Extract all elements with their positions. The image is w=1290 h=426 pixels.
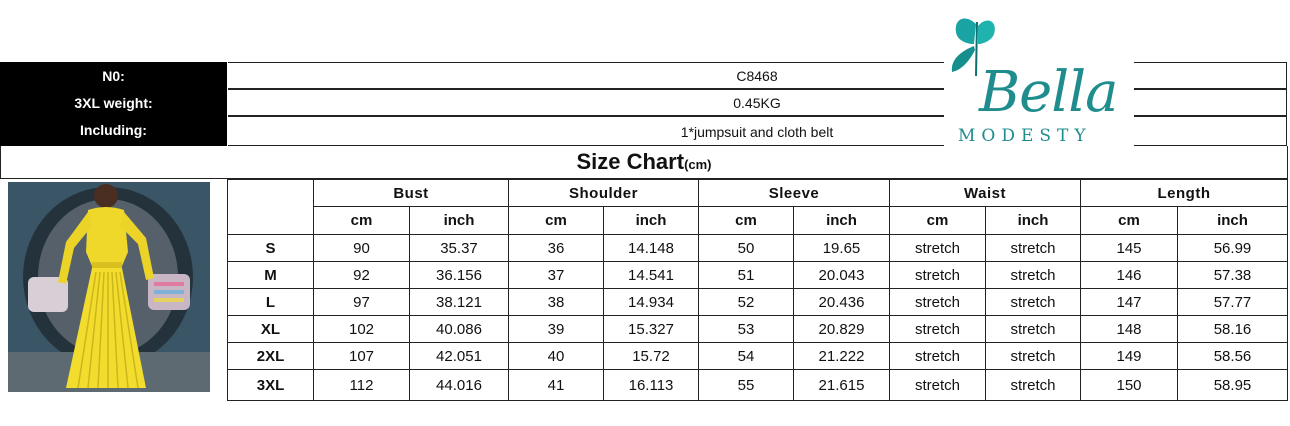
size-label: S	[228, 235, 314, 262]
size-cell: stretch	[986, 370, 1081, 401]
size-cell: 97	[314, 289, 410, 316]
size-cell: 53	[699, 316, 794, 343]
size-label: 2XL	[228, 343, 314, 370]
size-cell: 37	[509, 262, 604, 289]
size-cell: 58.16	[1178, 316, 1288, 343]
size-cell: 90	[314, 235, 410, 262]
unit-header: cm	[699, 207, 794, 235]
unit-header: inch	[604, 207, 699, 235]
unit-header: cm	[1081, 207, 1178, 235]
size-cell: 50	[699, 235, 794, 262]
table-row	[228, 343, 1288, 370]
info-label-number: N0:	[102, 68, 125, 84]
info-label-including: Including:	[80, 122, 147, 138]
size-cell: 55	[699, 370, 794, 401]
unit-header: inch	[794, 207, 890, 235]
size-cell: 44.016	[410, 370, 509, 401]
group-header-waist: Waist	[890, 180, 1081, 207]
size-cell: 20.829	[794, 316, 890, 343]
size-cell: stretch	[890, 316, 986, 343]
size-cell: stretch	[890, 235, 986, 262]
size-cell: stretch	[986, 316, 1081, 343]
size-cell: 58.56	[1178, 343, 1288, 370]
size-cell: 107	[314, 343, 410, 370]
product-photo	[8, 182, 210, 392]
size-cell: 57.77	[1178, 289, 1288, 316]
unit-header: inch	[986, 207, 1081, 235]
size-label: L	[228, 289, 314, 316]
size-cell: stretch	[986, 235, 1081, 262]
table-row	[228, 370, 1288, 401]
size-cell: 148	[1081, 316, 1178, 343]
size-chart-title: Size Chart	[576, 149, 685, 174]
size-chart-unit: (cm)	[684, 157, 712, 172]
size-cell: 38.121	[410, 289, 509, 316]
size-cell: 146	[1081, 262, 1178, 289]
size-cell: 36	[509, 235, 604, 262]
brand-logo	[944, 12, 1134, 147]
size-cell: 149	[1081, 343, 1178, 370]
table-row	[228, 235, 1288, 262]
size-cell: 52	[699, 289, 794, 316]
size-cell: 41	[509, 370, 604, 401]
header-blank-cell	[228, 180, 314, 235]
info-value-including: 1*jumpsuit and cloth belt	[228, 116, 1287, 146]
size-cell: 36.156	[410, 262, 509, 289]
size-cell: 19.65	[794, 235, 890, 262]
size-chart-title-bar	[0, 146, 1288, 179]
table-row	[228, 262, 1288, 289]
size-cell: 14.541	[604, 262, 699, 289]
size-cell: stretch	[986, 262, 1081, 289]
size-cell: 21.222	[794, 343, 890, 370]
size-label: XL	[228, 316, 314, 343]
jumpsuit-illustration	[8, 182, 210, 392]
size-cell: 20.436	[794, 289, 890, 316]
size-cell: 150	[1081, 370, 1178, 401]
info-value-weight: 0.45KG	[228, 89, 1287, 116]
size-cell: 92	[314, 262, 410, 289]
size-cell: 16.113	[604, 370, 699, 401]
size-cell: 15.327	[604, 316, 699, 343]
size-table	[227, 179, 1288, 401]
unit-header: cm	[509, 207, 604, 235]
size-cell: stretch	[890, 370, 986, 401]
size-cell: stretch	[890, 262, 986, 289]
size-cell: stretch	[986, 343, 1081, 370]
size-cell: 54	[699, 343, 794, 370]
unit-header: cm	[890, 207, 986, 235]
group-header-bust: Bust	[314, 180, 509, 207]
size-cell: 112	[314, 370, 410, 401]
size-cell: 20.043	[794, 262, 890, 289]
table-row	[228, 289, 1288, 316]
size-label: 3XL	[228, 370, 314, 401]
size-cell: 38	[509, 289, 604, 316]
info-value-number: C8468	[228, 62, 1287, 89]
size-label: M	[228, 262, 314, 289]
size-cell: 40	[509, 343, 604, 370]
size-cell: 56.99	[1178, 235, 1288, 262]
group-header-row	[228, 180, 1288, 207]
size-cell: 51	[699, 262, 794, 289]
size-cell: stretch	[890, 289, 986, 316]
brand-logo-subtext: MODESTY	[958, 126, 1092, 146]
info-labels-panel	[0, 62, 227, 146]
unit-header: inch	[1178, 207, 1288, 235]
unit-header-row	[228, 207, 1288, 235]
group-header-sleeve: Sleeve	[699, 180, 890, 207]
unit-header: inch	[410, 207, 509, 235]
size-cell: 21.615	[794, 370, 890, 401]
brand-logo-text: Bella	[979, 60, 1118, 125]
table-row	[228, 316, 1288, 343]
size-cell: stretch	[890, 343, 986, 370]
size-cell: 147	[1081, 289, 1178, 316]
unit-header: cm	[314, 207, 410, 235]
size-cell: 145	[1081, 235, 1178, 262]
info-label-weight: 3XL weight:	[74, 95, 153, 111]
size-cell: 39	[509, 316, 604, 343]
size-cell: 15.72	[604, 343, 699, 370]
group-header-shoulder: Shoulder	[509, 180, 699, 207]
size-rows	[228, 235, 1288, 401]
group-header-length: Length	[1081, 180, 1288, 207]
size-cell: 40.086	[410, 316, 509, 343]
size-cell: 35.37	[410, 235, 509, 262]
size-cell: stretch	[986, 289, 1081, 316]
size-cell: 42.051	[410, 343, 509, 370]
size-cell: 58.95	[1178, 370, 1288, 401]
size-cell: 102	[314, 316, 410, 343]
size-cell: 57.38	[1178, 262, 1288, 289]
size-cell: 14.934	[604, 289, 699, 316]
size-cell: 14.148	[604, 235, 699, 262]
